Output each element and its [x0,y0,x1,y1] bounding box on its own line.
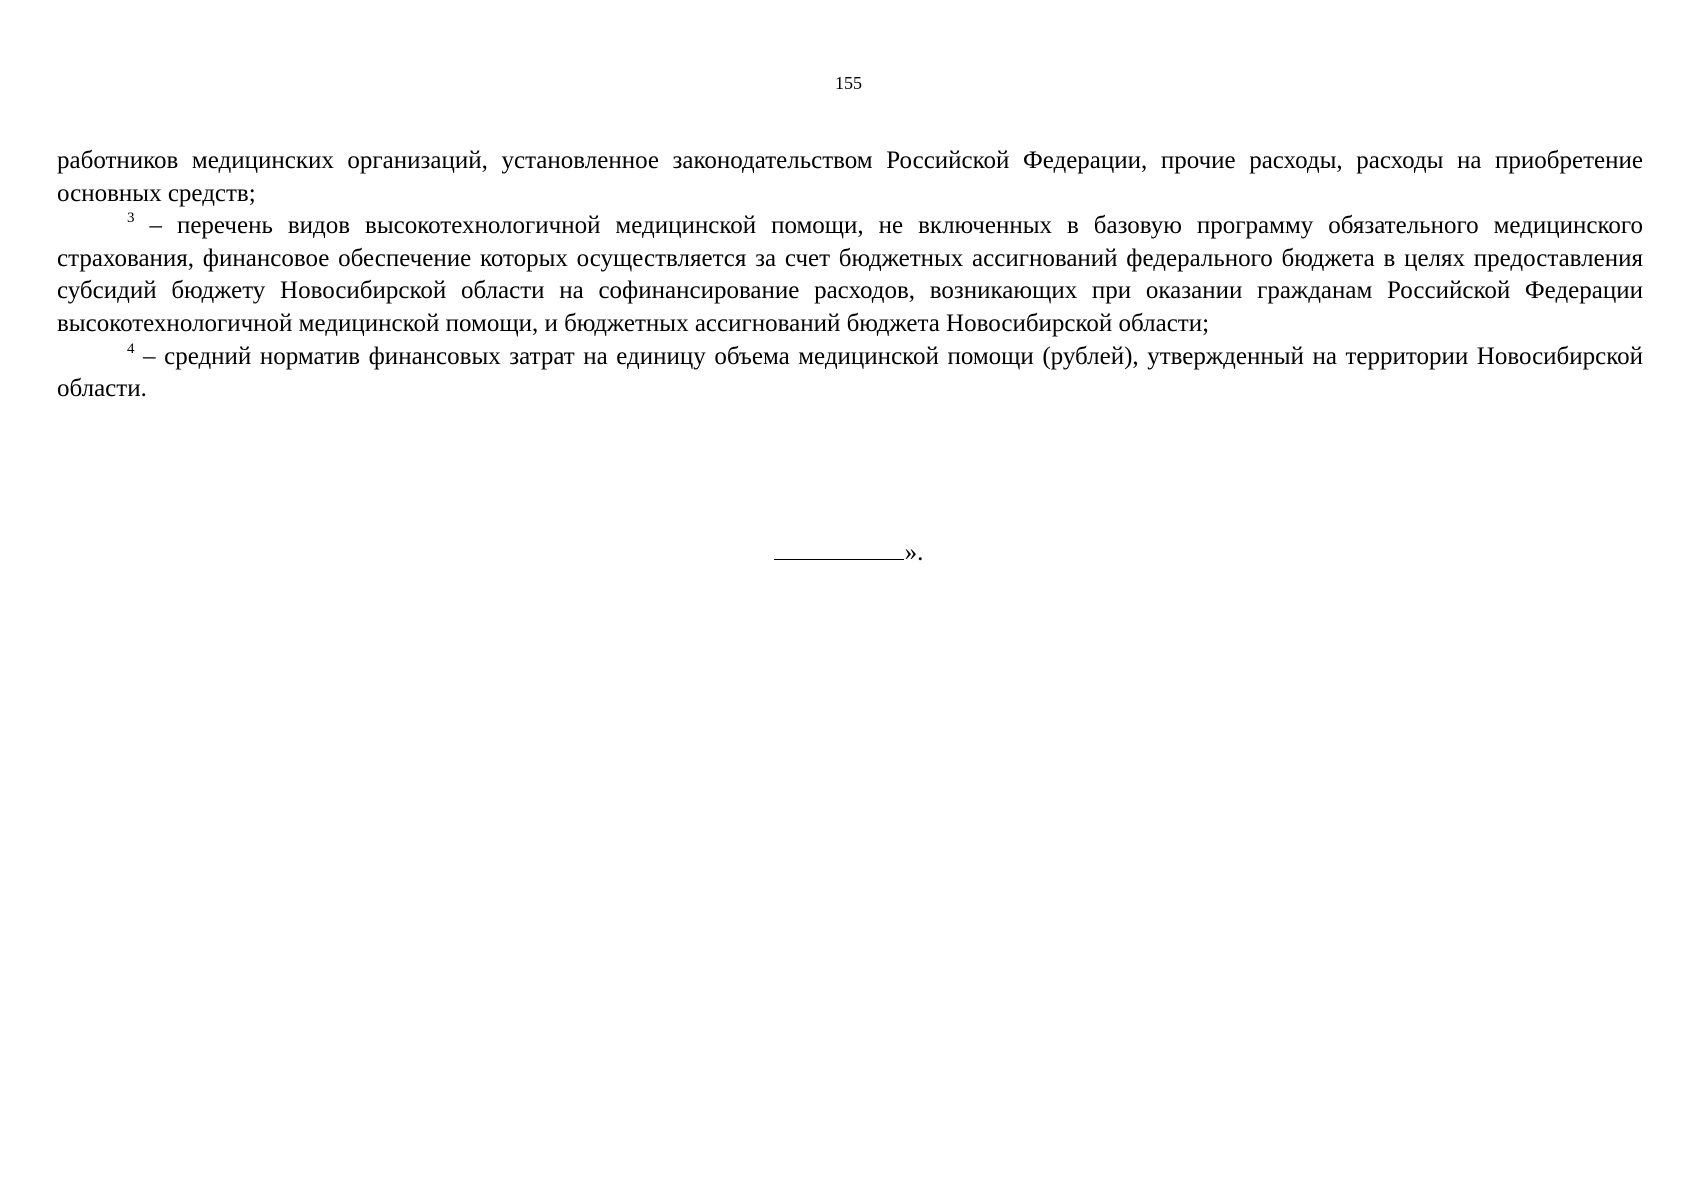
footnote-marker: 4 [127,340,135,357]
paragraph-text: работников медицинских организаций, установленное законодательством Российской Федерации, прочие расходы, расходы на приобретение основных средств; [57,147,1643,207]
footnote-text: – средний норматив финансовых затрат на единицу объема медицинской помощи (рублей), утвержденный на территории Новосибирской области. [57,342,1643,403]
page-number: 155 [835,73,862,93]
closing-mark [0,537,1697,569]
document-body [57,145,1643,406]
paragraph-continuation [57,145,1643,210]
footnote-3 [57,210,1643,340]
footnote-4 [57,341,1643,406]
closing-suffix: ». [904,539,924,566]
closing-underline [774,537,904,560]
footnote-text: – перечень видов высокотехнологичной медицинской помощи, не включенных в базовую программу обязательного медицинского страхования, финансовое обеспечение которых осуществляется за счет бюджетных ассигнований федерального бюджета в целях предоставления субсидий бюджету Новосибирской области на софинансирование расходов, возникающих при оказании гражданам Российской Федерации высокотехнологичной медицинской помощи, и бюджетных ассигнований бюджета Новосибирской области; [57,212,1643,337]
footnote-marker: 3 [127,210,135,227]
